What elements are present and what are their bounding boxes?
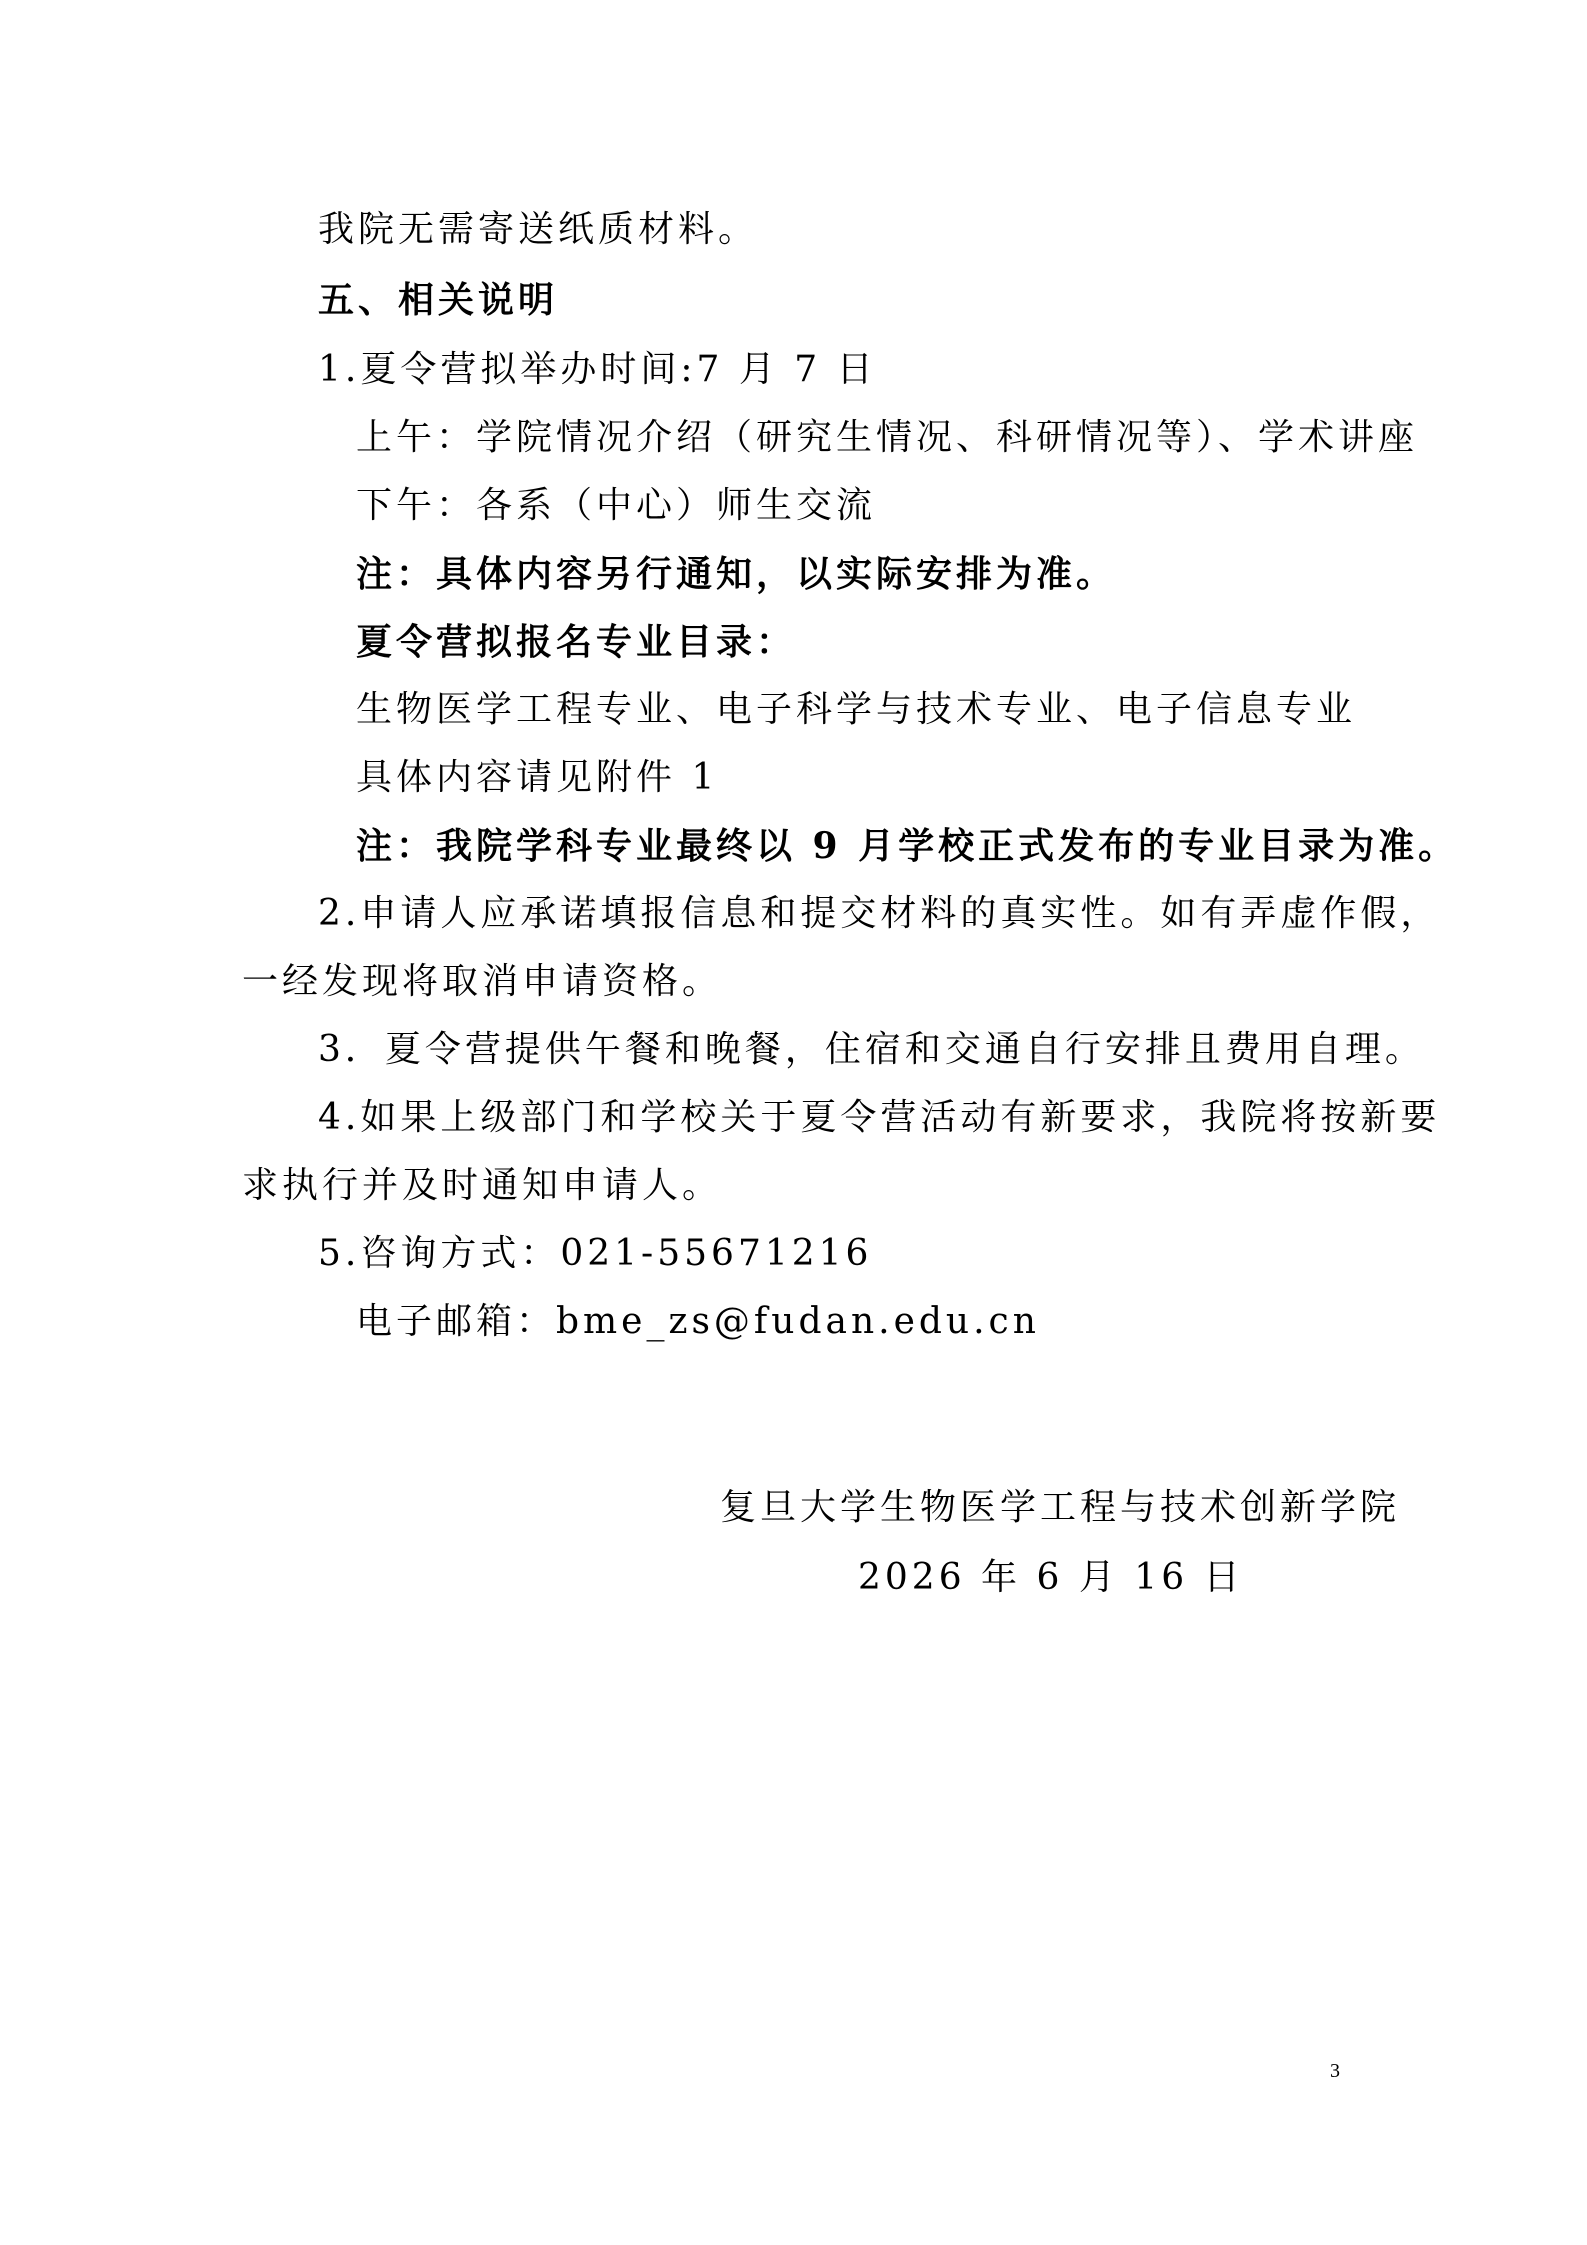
- item-4-line-2: 求执行并及时通知申请人。: [242, 1165, 723, 1206]
- item-4-line-1: 4.如果上级部门和学校关于夏令营活动有新要求，我院将按新要: [318, 1097, 1441, 1138]
- note-major-catalog: 注：我院学科专业最终以 9 月学校正式发布的专业目录为准。: [356, 825, 1459, 867]
- page-number: 3: [1330, 2060, 1340, 2082]
- paper-material-note: 我院无需寄送纸质材料。: [318, 209, 759, 250]
- item-1-time: 1.夏令营拟举办时间:7 月 7 日: [318, 349, 877, 390]
- section-heading: 五、相关说明: [318, 279, 559, 321]
- attachment-note: 具体内容请见附件 1: [356, 757, 719, 798]
- morning-schedule: 上午：学院情况介绍（研究生情况、科研情况等）、学术讲座: [356, 417, 1419, 458]
- note-arrangement: 注：具体内容另行通知，以实际安排为准。: [356, 553, 1117, 595]
- major-list-title: 夏令营拟报名专业目录：: [356, 621, 797, 663]
- item-5-phone: 5.咨询方式：021-55671216: [318, 1233, 873, 1274]
- signature-date: 2026 年 6 月 16 日: [858, 1557, 1244, 1598]
- signature-organization: 复旦大学生物医学工程与技术创新学院: [720, 1487, 1401, 1528]
- afternoon-schedule: 下午：各系（中心）师生交流: [356, 485, 877, 526]
- item-2-line-2: 一经发现将取消申请资格。: [242, 961, 723, 1002]
- item-3: 3．夏令营提供午餐和晚餐，住宿和交通自行安排且费用自理。: [318, 1029, 1425, 1070]
- major-list: 生物医学工程专业、电子科学与技术专业、电子信息专业: [356, 689, 1357, 730]
- contact-email: 电子邮箱：bme_zs@fudan.edu.cn: [356, 1301, 1040, 1342]
- item-2-line-1: 2.申请人应承诺填报信息和提交材料的真实性。如有弄虚作假，: [318, 893, 1441, 934]
